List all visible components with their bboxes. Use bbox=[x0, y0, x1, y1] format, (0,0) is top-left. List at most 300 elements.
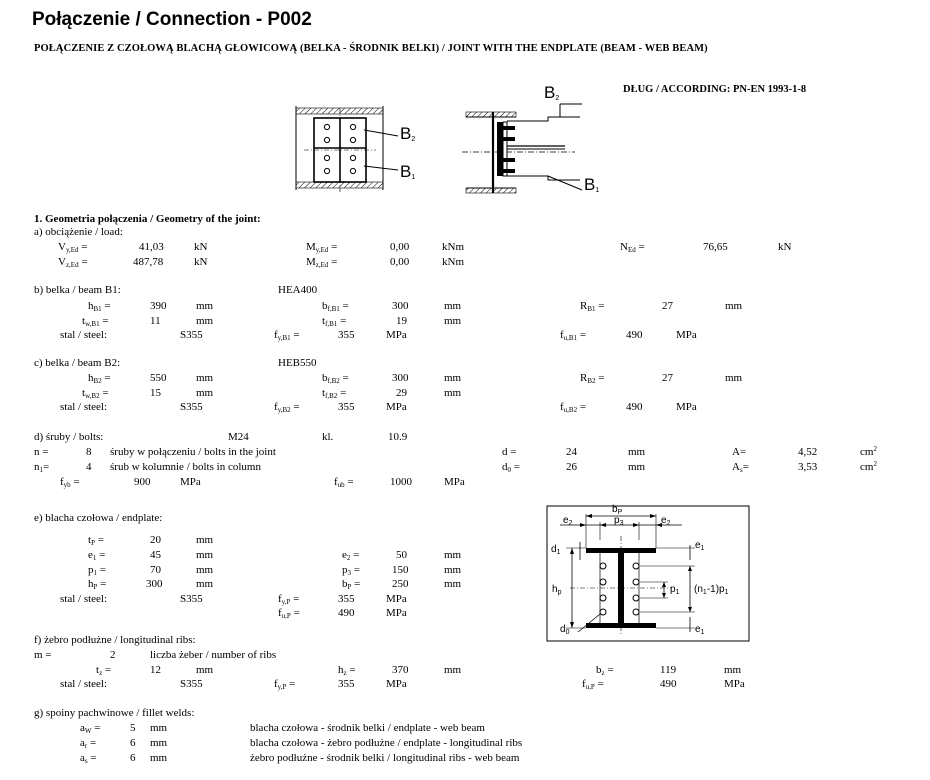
b2-h-unit: mm bbox=[196, 372, 214, 384]
as-unit: mm bbox=[150, 752, 168, 764]
endplate-fu-sub: u,P bbox=[281, 612, 291, 620]
b1-fy-sub: y,B1 bbox=[277, 334, 291, 342]
fyb-symbol: f bbox=[60, 476, 64, 488]
b2-fy-symbol: f bbox=[274, 401, 278, 413]
beam-b2-heading: c) belka / beam B2: bbox=[34, 357, 121, 369]
vzed-value: 487,78 bbox=[133, 256, 164, 268]
b2-steel-label: stal / steel: bbox=[60, 401, 108, 413]
as-value: 6 bbox=[130, 752, 136, 764]
vyed-label bbox=[58, 241, 88, 253]
dim-e2-left bbox=[563, 515, 572, 526]
b1-tw-eq: = bbox=[99, 315, 109, 327]
mzed-unit: kNm bbox=[442, 256, 464, 268]
dim-e1-top-sub: 1 bbox=[700, 545, 705, 552]
aw-eq: = bbox=[91, 722, 101, 734]
tz-symbol: t bbox=[96, 664, 100, 676]
bolt-as-eq: = bbox=[742, 461, 749, 473]
p3-sub: 3 bbox=[347, 569, 351, 577]
ar-value: 6 bbox=[130, 737, 136, 749]
b1-bf-unit: mm bbox=[444, 300, 462, 312]
tp-symbol: t bbox=[88, 534, 92, 546]
label-b2-side-sub: 2 bbox=[555, 95, 560, 102]
bolt-as-sub: s bbox=[739, 466, 743, 474]
dim-hp-sub: p bbox=[557, 589, 562, 596]
b2-tf-unit: mm bbox=[444, 387, 462, 399]
bz-unit: mm bbox=[724, 664, 742, 676]
dim-e1-bottom-text: e bbox=[695, 624, 701, 635]
b2-bf-value: 300 bbox=[392, 372, 409, 384]
b2-h-label bbox=[88, 372, 111, 384]
b2-tw-value: 15 bbox=[150, 387, 161, 399]
b2-tw-eq: = bbox=[99, 387, 109, 399]
label-b1-side-text: B bbox=[584, 175, 596, 194]
b2-bf-eq: = bbox=[339, 372, 349, 384]
b1-fu-value: 490 bbox=[626, 329, 643, 341]
label-b1-side-sub: 1 bbox=[595, 187, 600, 194]
hp-symbol: h bbox=[88, 578, 94, 590]
endplate-fy-value: 355 bbox=[338, 593, 355, 605]
p3-symbol: p bbox=[342, 564, 348, 576]
ar-unit: mm bbox=[150, 737, 168, 749]
load-heading: a) obciążenie / load: bbox=[34, 226, 123, 238]
e1-label bbox=[88, 549, 105, 561]
mzed-sub: z,Ed bbox=[315, 261, 329, 269]
ribs-fu-symbol: f bbox=[582, 678, 586, 690]
b2-fy-sub: y,B2 bbox=[277, 406, 291, 414]
endplate-steel-value: S355 bbox=[180, 593, 203, 605]
ribs-steel-value: S355 bbox=[180, 678, 203, 690]
ribs-fy-eq: = bbox=[286, 678, 296, 690]
beam-b1-profile: HEA400 bbox=[278, 284, 318, 296]
dim-e2-right-text: e bbox=[661, 515, 667, 526]
as-eq: = bbox=[87, 752, 97, 764]
aw-sub: W bbox=[84, 727, 92, 735]
bp-sub: P bbox=[347, 583, 352, 591]
b2-tw-label bbox=[82, 387, 109, 399]
b1-tw-sub: w,B1 bbox=[85, 320, 100, 328]
b1-h-value: 390 bbox=[150, 300, 167, 312]
bolt-a-label: A= bbox=[732, 446, 747, 458]
mzed-eq: = bbox=[328, 256, 338, 268]
b2-tf-symbol: t bbox=[322, 387, 326, 399]
dim-d0-text: d bbox=[560, 624, 566, 635]
ned-eq: = bbox=[635, 241, 645, 253]
bolt-as-unit bbox=[860, 461, 877, 473]
fub-unit: MPa bbox=[444, 476, 465, 488]
b1-h-symbol: h bbox=[88, 300, 94, 312]
bp-unit: mm bbox=[444, 578, 462, 590]
dim-e1-top bbox=[695, 540, 704, 551]
ar-symbol: a bbox=[80, 737, 85, 749]
endplate-steel-label: stal / steel: bbox=[60, 593, 108, 605]
bolt-d-value: 24 bbox=[566, 446, 577, 458]
bz-eq: = bbox=[604, 664, 614, 676]
bolt-as-symbol: A bbox=[732, 461, 740, 473]
fub-label bbox=[334, 476, 354, 488]
hz-value: 370 bbox=[392, 664, 409, 676]
tz-sub: z bbox=[99, 669, 103, 677]
b1-tf-eq: = bbox=[337, 315, 347, 327]
fyb-unit: MPa bbox=[180, 476, 201, 488]
dim-p3-sub: 3 bbox=[619, 520, 624, 527]
ribs-fy-label bbox=[274, 678, 295, 690]
endplate-fu-eq: = bbox=[290, 607, 300, 619]
bolt-a-unit-text: cm bbox=[860, 446, 874, 458]
section-geometry-heading: 1. Geometria połączenia / Geometry of the joint: bbox=[34, 213, 261, 225]
b1-tf-sub: f,B1 bbox=[325, 320, 338, 328]
bolt-d0-symbol: d bbox=[502, 461, 508, 473]
p1-value: 70 bbox=[150, 564, 161, 576]
tp-label bbox=[88, 534, 104, 546]
ribs-fu-eq: = bbox=[594, 678, 604, 690]
b1-tw-value: 11 bbox=[150, 315, 161, 327]
b2-fy-value: 355 bbox=[338, 401, 355, 413]
b1-tw-unit: mm bbox=[196, 315, 214, 327]
tp-sub: P bbox=[91, 539, 95, 547]
b1-r-sub: B1 bbox=[587, 305, 596, 313]
as-symbol: a bbox=[80, 752, 85, 764]
e1-value: 45 bbox=[150, 549, 161, 561]
myed-symbol: M bbox=[306, 241, 316, 253]
fyb-eq: = bbox=[70, 476, 80, 488]
endplate-fy-unit: MPa bbox=[386, 593, 407, 605]
label-b2-front-sub: 2 bbox=[411, 136, 416, 143]
fub-value: 1000 bbox=[390, 476, 412, 488]
e1-sub: 1 bbox=[92, 554, 97, 562]
bolt-d-unit: mm bbox=[628, 446, 646, 458]
ned-unit: kN bbox=[778, 241, 792, 253]
b2-fy-unit: MPa bbox=[386, 401, 407, 413]
aw-value: 5 bbox=[130, 722, 136, 734]
dim-p1 bbox=[670, 584, 679, 595]
vzed-symbol: V bbox=[58, 256, 66, 268]
label-b1-front bbox=[400, 162, 415, 182]
bolt-class-value: 10.9 bbox=[388, 431, 408, 443]
bz-value: 119 bbox=[660, 664, 677, 676]
b2-h-symbol: h bbox=[88, 372, 94, 384]
myed-sub: y,Ed bbox=[315, 246, 329, 254]
b2-r-symbol: R bbox=[580, 372, 588, 384]
vyed-value: 41,03 bbox=[139, 241, 164, 253]
dim-d0 bbox=[560, 624, 569, 635]
bolt-d0-sub: 0 bbox=[507, 466, 511, 474]
dim-e2-left-text: e bbox=[563, 515, 569, 526]
b1-bf-value: 300 bbox=[392, 300, 409, 312]
vyed-eq: = bbox=[78, 241, 88, 253]
b1-r-symbol: R bbox=[580, 300, 588, 312]
bolt-as-value: 3,53 bbox=[798, 461, 818, 473]
label-b2-side-text: B bbox=[544, 83, 556, 102]
b1-steel-label: stal / steel: bbox=[60, 329, 108, 341]
tp-value: 20 bbox=[150, 534, 161, 546]
myed-unit: kNm bbox=[442, 241, 464, 253]
dim-n1-sub2: 1 bbox=[724, 589, 729, 596]
hz-eq: = bbox=[346, 664, 356, 676]
b2-r-unit: mm bbox=[725, 372, 743, 384]
bolts-n-value: 8 bbox=[86, 446, 92, 458]
myed-eq: = bbox=[328, 241, 338, 253]
as-sub: s bbox=[84, 757, 88, 765]
endplate-fu-symbol: f bbox=[278, 607, 282, 619]
b1-fy-symbol: f bbox=[274, 329, 278, 341]
bolt-d0-value: 26 bbox=[566, 461, 577, 473]
dim-e2-left-sub: 2 bbox=[568, 520, 573, 527]
welds-heading: g) spoiny pachwinowe / fillet welds: bbox=[34, 707, 195, 719]
dim-e1-top-text: e bbox=[695, 540, 701, 551]
b1-r-label bbox=[580, 300, 604, 312]
bz-label bbox=[596, 664, 614, 676]
tp-eq: = bbox=[94, 534, 104, 546]
bolt-size: M24 bbox=[228, 431, 249, 443]
p1-unit: mm bbox=[196, 564, 214, 576]
ned-symbol: N bbox=[620, 241, 628, 253]
vzed-label bbox=[58, 256, 88, 268]
b1-fy-unit: MPa bbox=[386, 329, 407, 341]
dim-e1-bottom-sub: 1 bbox=[700, 629, 705, 636]
b2-fu-sub: u,B2 bbox=[563, 406, 578, 414]
b2-r-eq: = bbox=[595, 372, 605, 384]
b2-fu-symbol: f bbox=[560, 401, 564, 413]
myed-value: 0,00 bbox=[390, 241, 410, 253]
connection-side-view-figure bbox=[462, 104, 582, 193]
b2-tw-symbol: t bbox=[82, 387, 86, 399]
e2-sub: 2 bbox=[346, 554, 351, 562]
design-norm: DŁUG / ACCORDING: PN-EN 1993-1-8 bbox=[623, 84, 807, 95]
b2-fu-value: 490 bbox=[626, 401, 643, 413]
tz-label bbox=[96, 664, 111, 676]
mzed-value: 0,00 bbox=[390, 256, 410, 268]
ribs-m-value: 2 bbox=[110, 649, 116, 661]
endplate-dimension-figure bbox=[547, 506, 749, 641]
p1-eq: = bbox=[97, 564, 106, 576]
ribs-fy-value: 355 bbox=[338, 678, 355, 690]
label-b1-side bbox=[584, 175, 599, 195]
b1-r-unit: mm bbox=[725, 300, 743, 312]
ribs-fu-label bbox=[582, 678, 604, 690]
ar-sub: r bbox=[84, 742, 88, 750]
dim-bp-sub: P bbox=[617, 509, 623, 516]
b2-r-value: 27 bbox=[662, 372, 673, 384]
aw-unit: mm bbox=[150, 722, 168, 734]
b1-h-unit: mm bbox=[196, 300, 214, 312]
endplate-fu-label bbox=[278, 607, 300, 619]
b1-fy-label bbox=[274, 329, 300, 341]
dim-e2-right bbox=[661, 515, 670, 526]
b1-steel-value: S355 bbox=[180, 329, 203, 341]
p1-label bbox=[88, 564, 106, 576]
ribs-fu-value: 490 bbox=[660, 678, 677, 690]
p3-unit: mm bbox=[444, 564, 462, 576]
dim-bp bbox=[612, 504, 622, 515]
label-b1-front-text: B bbox=[400, 162, 412, 181]
page-subtitle: POŁĄCZENIE Z CZOŁOWĄ BLACHĄ GŁOWICOWĄ (BELKA - ŚRODNIK BELKI) / JOINT WITH THE ENDPLATE (BEAM - WEB BEAM) bbox=[34, 43, 708, 54]
ribs-steel-label: stal / steel: bbox=[60, 678, 108, 690]
bp-value: 250 bbox=[392, 578, 409, 590]
vyed-unit: kN bbox=[194, 241, 208, 253]
label-b2-front bbox=[400, 124, 415, 144]
aw-desc: blacha czołowa - środnik belki / endplate - web beam bbox=[250, 722, 485, 734]
b1-tf-symbol: t bbox=[322, 315, 326, 327]
beam-b2-profile: HEB550 bbox=[278, 357, 317, 369]
b2-fu-label bbox=[560, 401, 586, 413]
p3-value: 150 bbox=[392, 564, 409, 576]
dim-hp bbox=[552, 584, 561, 595]
b1-fy-eq: = bbox=[290, 329, 300, 341]
fub-sub: ub bbox=[337, 481, 345, 489]
ribs-fu-sub: u,P bbox=[585, 683, 595, 691]
p1-symbol: p bbox=[88, 564, 94, 576]
p3-eq: = bbox=[351, 564, 360, 576]
bolts-n1-label bbox=[34, 461, 49, 473]
bp-symbol: b bbox=[342, 578, 348, 590]
bp-eq: = bbox=[351, 578, 361, 590]
hz-label bbox=[338, 664, 356, 676]
label-b1-front-sub: 1 bbox=[411, 174, 416, 181]
bolts-n1-desc: śrub w kolumnie / bolts in column bbox=[110, 461, 261, 473]
dim-n1-rest: -1)p bbox=[706, 584, 725, 595]
fyb-label bbox=[60, 476, 80, 488]
b1-tw-symbol: t bbox=[82, 315, 86, 327]
dim-n1-text: (n bbox=[694, 584, 703, 595]
b1-tf-label bbox=[322, 315, 346, 327]
hp-value: 300 bbox=[146, 578, 163, 590]
bolts-n-desc: śruby w połączeniu / bolts in the joint bbox=[110, 446, 276, 458]
e1-symbol: e bbox=[88, 549, 93, 561]
e2-label bbox=[342, 549, 359, 561]
dim-d1-sub: 1 bbox=[556, 549, 561, 556]
beam-b1-heading: b) belka / beam B1: bbox=[34, 284, 121, 296]
page-title: Połączenie / Connection - P002 bbox=[32, 9, 312, 30]
vyed-symbol: V bbox=[58, 241, 66, 253]
ribs-m-desc: liczba żeber / number of ribs bbox=[150, 649, 277, 661]
endplate-fu-value: 490 bbox=[338, 607, 355, 619]
b1-bf-symbol: b bbox=[322, 300, 328, 312]
endplate-heading: e) blacha czołowa / endplate: bbox=[34, 512, 163, 524]
endplate-fy-sub: y,P bbox=[281, 598, 291, 606]
bolt-a-value: 4,52 bbox=[798, 446, 818, 458]
ar-eq: = bbox=[87, 737, 97, 749]
b2-h-eq: = bbox=[101, 372, 111, 384]
bolt-d0-unit: mm bbox=[628, 461, 646, 473]
b1-r-eq: = bbox=[595, 300, 605, 312]
b2-bf-label bbox=[322, 372, 349, 384]
b2-bf-symbol: b bbox=[322, 372, 328, 384]
vzed-unit: kN bbox=[194, 256, 208, 268]
ribs-m-label: m = bbox=[34, 649, 52, 661]
dim-e1-bottom bbox=[695, 624, 704, 635]
hz-symbol: h bbox=[338, 664, 344, 676]
b2-tw-sub: w,B2 bbox=[85, 392, 100, 400]
fyb-value: 900 bbox=[134, 476, 151, 488]
aw-label bbox=[80, 722, 100, 734]
ribs-fy-symbol: f bbox=[274, 678, 278, 690]
vyed-sub: y,Ed bbox=[65, 246, 79, 254]
hp-sub: P bbox=[93, 583, 98, 591]
b2-tf-sub: f,B2 bbox=[325, 392, 338, 400]
hz-sub: z bbox=[343, 669, 347, 677]
b1-bf-label bbox=[322, 300, 349, 312]
b1-fu-unit: MPa bbox=[676, 329, 697, 341]
b1-bf-sub: f,B1 bbox=[327, 305, 340, 313]
bolts-n1-sub: 1 bbox=[39, 466, 43, 474]
bolt-d0-label bbox=[502, 461, 520, 473]
bolt-d-label: d = bbox=[502, 446, 517, 458]
b2-h-sub: B2 bbox=[93, 377, 102, 385]
e2-eq: = bbox=[350, 549, 360, 561]
e2-symbol: e bbox=[342, 549, 347, 561]
b1-fu-sub: u,B1 bbox=[563, 334, 578, 342]
endplate-fy-eq: = bbox=[290, 593, 300, 605]
b1-bf-eq: = bbox=[339, 300, 349, 312]
hp-label bbox=[88, 578, 106, 590]
b2-h-value: 550 bbox=[150, 372, 167, 384]
ribs-heading: f) żebro podłużne / longitudinal ribs: bbox=[34, 634, 196, 646]
bolt-d0-eq: = bbox=[511, 461, 520, 473]
b2-fy-eq: = bbox=[290, 401, 300, 413]
b1-r-value: 27 bbox=[662, 300, 673, 312]
ribs-fy-sub: y,P bbox=[277, 683, 287, 691]
aw-symbol: a bbox=[80, 722, 85, 734]
ribs-fu-unit: MPa bbox=[724, 678, 745, 690]
hp-unit: mm bbox=[196, 578, 214, 590]
dim-hp-text: h bbox=[552, 584, 558, 595]
endplate-fu-unit: MPa bbox=[386, 607, 407, 619]
bolt-as-unit-sup: 2 bbox=[873, 460, 877, 468]
b2-fu-unit: MPa bbox=[676, 401, 697, 413]
bolts-n1-eq: = bbox=[43, 461, 50, 473]
b1-fu-symbol: f bbox=[560, 329, 564, 341]
fyb-sub: yb bbox=[63, 481, 71, 489]
endplate-front-view-figure bbox=[296, 106, 398, 192]
vzed-eq: = bbox=[78, 256, 88, 268]
bolt-a-unit-sup: 2 bbox=[873, 445, 877, 453]
b2-r-label bbox=[580, 372, 604, 384]
b2-steel-value: S355 bbox=[180, 401, 203, 413]
ned-sub: Ed bbox=[627, 246, 636, 254]
mzed-symbol: M bbox=[306, 256, 316, 268]
hp-eq: = bbox=[97, 578, 107, 590]
bolts-n-label: n = bbox=[34, 446, 49, 458]
b1-tf-value: 19 bbox=[396, 315, 407, 327]
ned-label bbox=[620, 241, 645, 253]
ar-desc: blacha czołowa - żebro podłużne / endplate - longitudinal ribs bbox=[250, 737, 523, 749]
endplate-fy-label bbox=[278, 593, 299, 605]
e1-unit: mm bbox=[196, 549, 214, 561]
hz-unit: mm bbox=[444, 664, 462, 676]
as-label bbox=[80, 752, 97, 764]
b2-bf-unit: mm bbox=[444, 372, 462, 384]
ned-value: 76,65 bbox=[703, 241, 728, 253]
b2-fy-label bbox=[274, 401, 300, 413]
myed-label bbox=[306, 241, 337, 253]
e2-unit: mm bbox=[444, 549, 462, 561]
b1-fy-value: 355 bbox=[338, 329, 355, 341]
b1-h-eq: = bbox=[101, 300, 111, 312]
as-desc: żebro podłużne - środnik belki / longitudinal ribs - web beam bbox=[250, 752, 520, 764]
label-b2-side bbox=[544, 83, 559, 103]
b2-fu-eq: = bbox=[577, 401, 587, 413]
bolt-as-unit-text: cm bbox=[860, 461, 874, 473]
b1-h-label bbox=[88, 300, 111, 312]
tz-eq: = bbox=[102, 664, 112, 676]
dim-n1-sub: 1 bbox=[702, 589, 707, 596]
dim-d1-text: d bbox=[551, 544, 557, 555]
b1-tw-label bbox=[82, 315, 109, 327]
b1-tf-unit: mm bbox=[444, 315, 462, 327]
b2-tf-label bbox=[322, 387, 346, 399]
dim-d1 bbox=[551, 544, 560, 555]
b1-fu-eq: = bbox=[577, 329, 587, 341]
